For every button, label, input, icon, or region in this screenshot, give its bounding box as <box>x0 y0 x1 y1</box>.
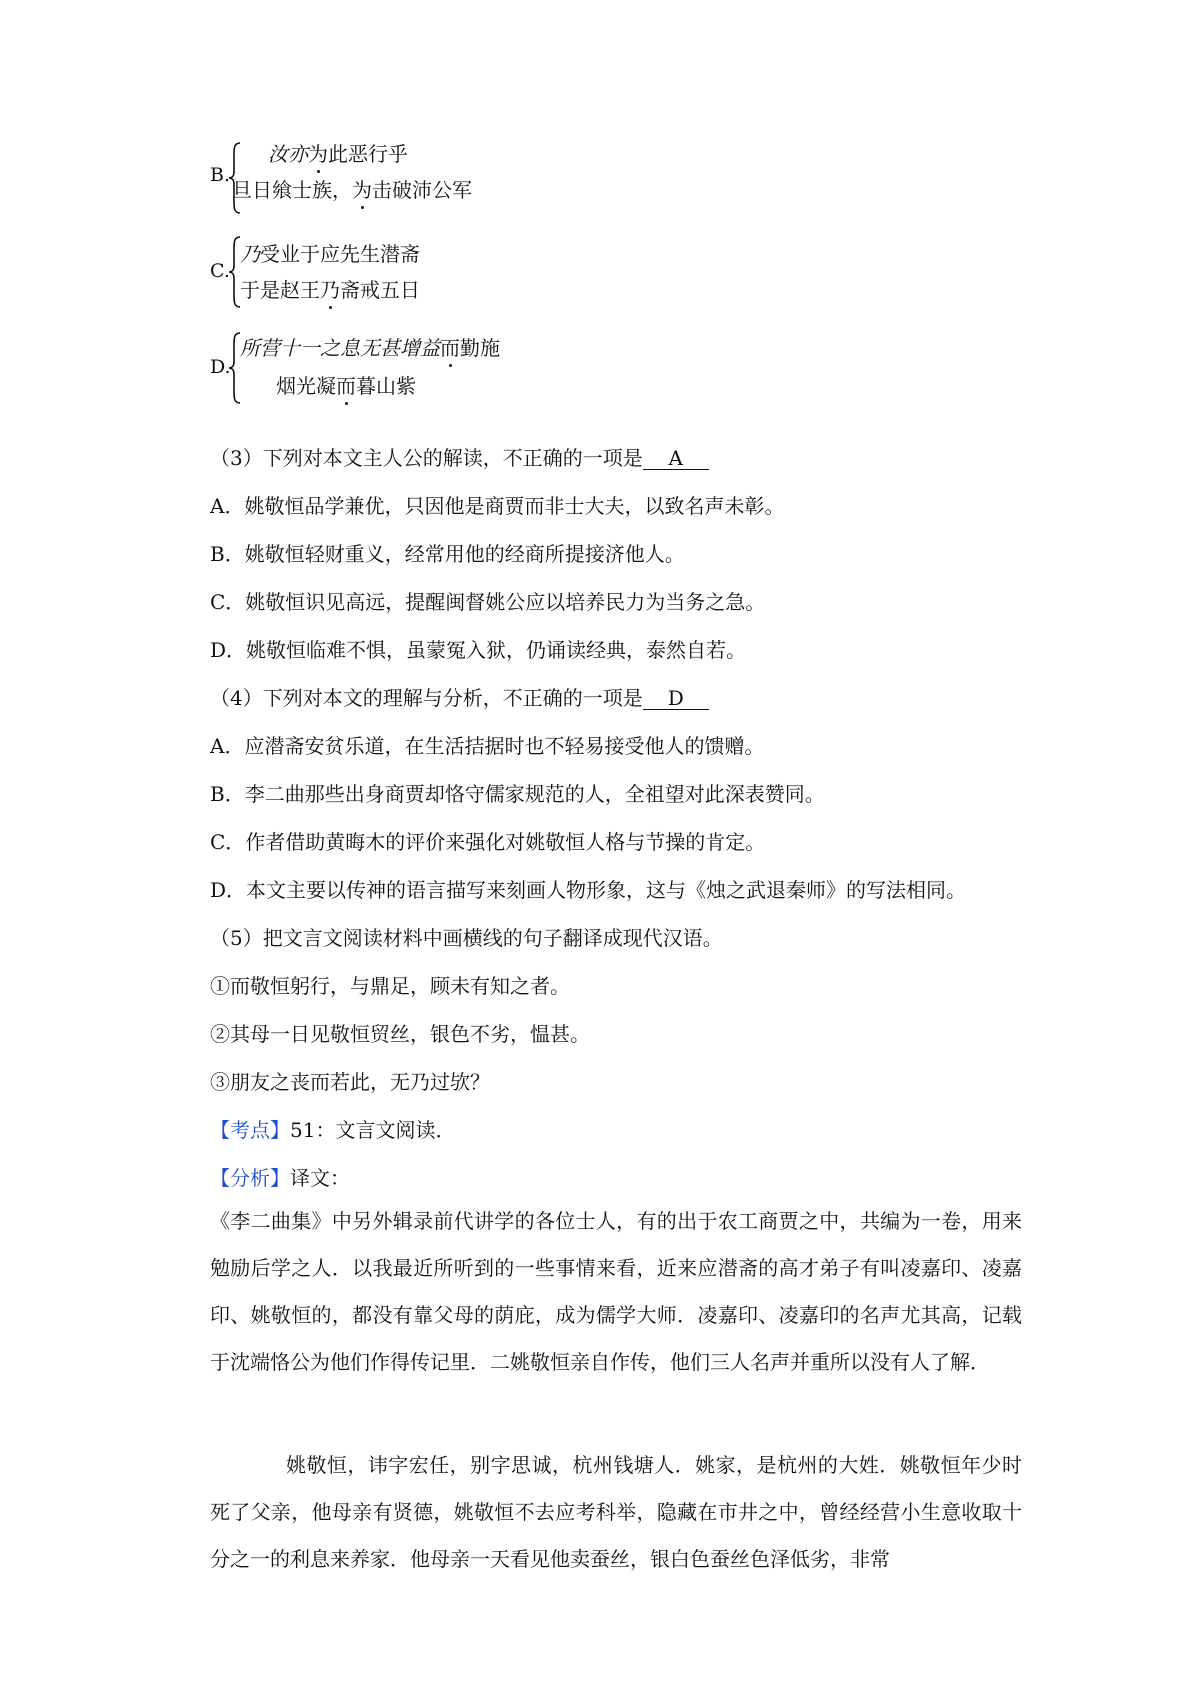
q3-choice-d: D．姚敬恒临难不惧，虽蒙冤入狱，仍诵读经典，泰然自若。 <box>210 638 747 662</box>
kaodian: 【考点】51：文言文阅读． <box>210 1118 456 1142</box>
q3-choice-a: A．姚敬恒品学兼优，只因他是商贾而非士大夫，以致名声未彰。 <box>210 494 785 518</box>
q5-item-2: ②其母一日见敬恒贸丝，银色不劣，愠甚。 <box>210 1022 590 1046</box>
q5-item-3: ③朋友之丧而若此，无乃过欤？ <box>210 1070 490 1094</box>
q4-choice-a: A．应潜斋安贫乐道，在生活拮据时也不轻易接受他人的馈赠。 <box>210 734 765 758</box>
option-letter: C. <box>210 260 230 282</box>
q5-item-1: ①而敬恒躬行，与鼎足，顾未有知之者。 <box>210 974 570 998</box>
q4-choice-d: D．本文主要以传神的语言描写来刻画人物形象，这与《烛之武退秦师》的写法相同。 <box>210 878 967 902</box>
q3-choice-c: C．姚敬恒识见高远，提醒闽督姚公应以培养民力为当务之急。 <box>210 590 766 614</box>
q3-stem: （3）下列对本文主人公的解读，不正确的一项是 A <box>210 442 709 471</box>
q4-choice-c: C．作者借助黄晦木的评价来强化对姚敬恒人格与节操的肯定。 <box>210 830 766 854</box>
option-line-2: 烟光凝而暮山紫 <box>276 374 416 398</box>
option-c <box>210 232 610 310</box>
option-line-2: 于是赵王乃斋戒五日 <box>240 278 420 302</box>
translation-paragraph-2: 姚敬恒，讳字宏任，别字思诚，杭州钱塘人．姚家，是杭州的大姓．姚敬恒年少时死了父亲，他母亲有贤德，姚敬恒不去应考科举，隐藏在市井之中，曾经经营小生意收取十分之一的利息来养家．他母亲一天看见他卖蚕丝，银白色蚕丝色泽低劣，非常 <box>210 1453 1022 1571</box>
translation-paragraph-1: 《李二曲集》中另外辑录前代讲学的各位士人，有的出于农工商贾之中，共编为一卷，用来勉励后学之人．以我最近所听到的一些事情来看，近来应潜斋的高才弟子有叫凌嘉印、凌嘉印、姚敬恒的，都没有靠父母的荫庇，成为儒学大师．凌嘉印、凌嘉印的名声尤其高，记载于沈端恪公为他们作得传记里．二姚敬恒亲自作传，他们三人名声并重所以没有人了解． <box>210 1209 1022 1374</box>
fenxi: 【分析】译文： <box>210 1166 350 1190</box>
q4-choice-b: B．李二曲那些出身商贾却恪守儒家规范的人，全祖望对此深表赞同。 <box>210 782 825 806</box>
option-line-1: 汝亦为此恶行乎 <box>268 142 408 166</box>
option-line-2: 旦日飨士族，为击破沛公军 <box>232 178 472 202</box>
fenxi-tag: 【分析】 <box>210 1166 290 1190</box>
q5-stem: （5）把文言文阅读材料中画横线的句子翻译成现代汉语。 <box>210 926 723 950</box>
kaodian-tag: 【考点】 <box>210 1118 290 1142</box>
option-line-1: 乃受业于应先生潜斋 <box>240 242 420 266</box>
q3-answer: A <box>643 447 709 470</box>
option-letter: B. <box>210 164 231 186</box>
option-d <box>210 326 630 406</box>
option-line-1: 所营十一之息无甚增益而勤施 <box>240 336 500 360</box>
option-b <box>210 136 610 214</box>
q3-choice-b: B．姚敬恒轻财重义，经常用他的经商所提接济他人。 <box>210 542 685 566</box>
q4-answer: D <box>643 687 709 710</box>
option-letter: D. <box>210 356 231 378</box>
q4-stem: （4）下列对本文的理解与分析，不正确的一项是 D <box>210 682 709 711</box>
